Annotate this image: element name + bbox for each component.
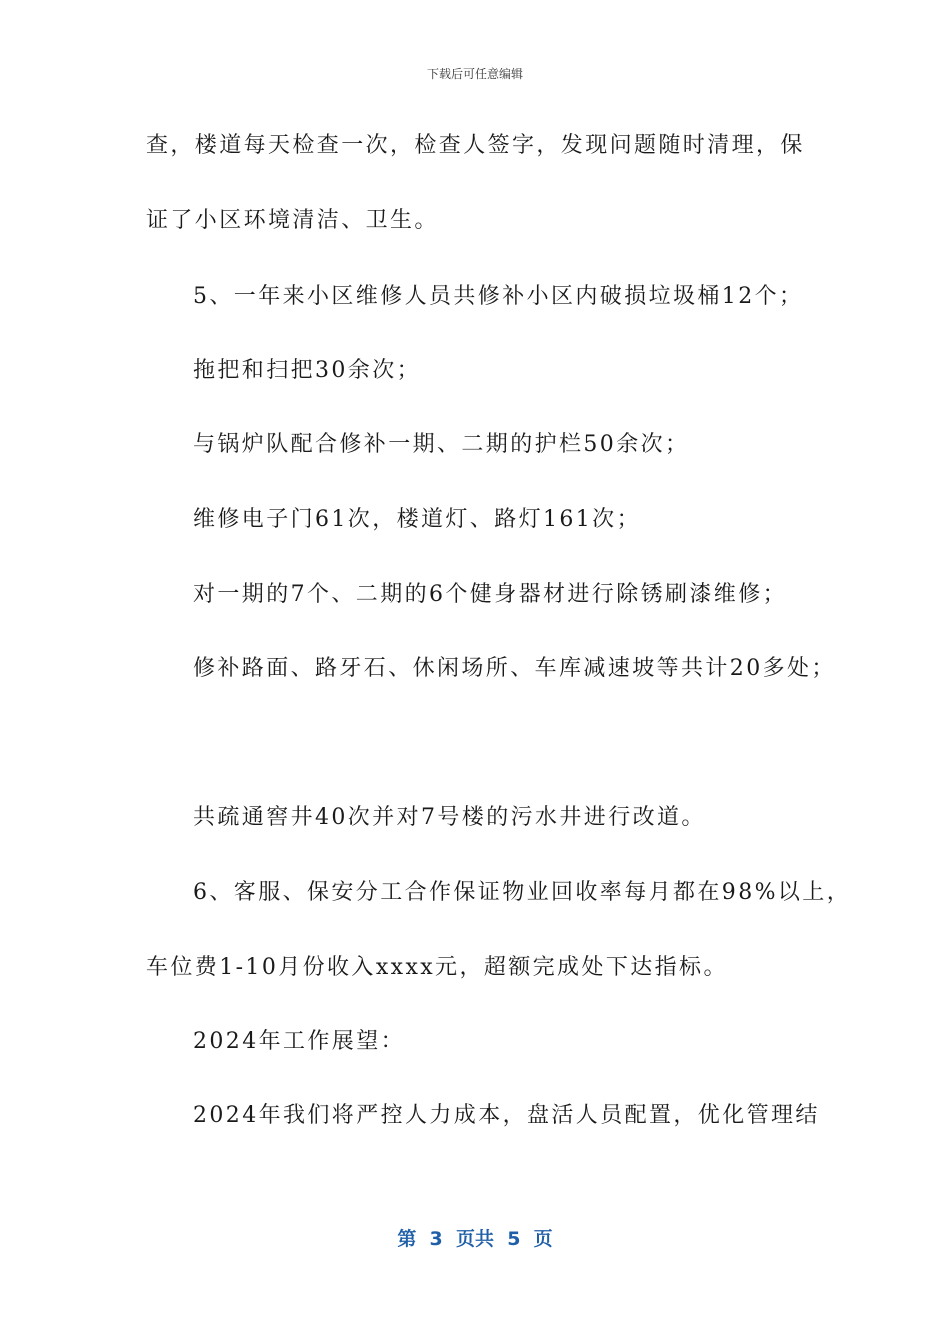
body-line: 修补路面、路牙石、休闲场所、车库减速坡等共计20多处； (193, 656, 836, 681)
page-number-footer: 第 3 页共 5 页 (397, 1228, 553, 1250)
body-line: 与锅炉队配合修补一期、二期的护栏50余次； (193, 432, 690, 457)
body-line: 对一期的7个、二期的6个健身器材进行除锈刷漆维修； (193, 582, 787, 607)
body-line: 证了小区环境清洁、卫生。 (146, 208, 439, 233)
body-line: 查，楼道每天检查一次，检查人签字，发现问题随时清理，保 (146, 133, 805, 158)
body-line: 车位费1-10月份收入xxxx元，超额完成处下达指标。 (146, 955, 728, 980)
body-line: 2024年我们将严控人力成本，盘活人员配置，优化管理结 (193, 1103, 820, 1128)
body-line: 维修电子门61次，楼道灯、路灯161次； (193, 507, 641, 532)
body-line: 2024年工作展望： (193, 1029, 405, 1054)
body-line: 共疏通窖井40次并对7号楼的污水井进行改道。 (193, 805, 706, 830)
body-line: 拖把和扫把30余次； (193, 358, 421, 383)
body-line: 6、客服、保安分工合作保证物业回收率每月都在98%以上， (193, 880, 852, 905)
body-line: 5、一年来小区维修人员共修补小区内破损垃圾桶12个； (193, 284, 804, 309)
page-header-note: 下载后可任意编辑 (426, 67, 523, 81)
